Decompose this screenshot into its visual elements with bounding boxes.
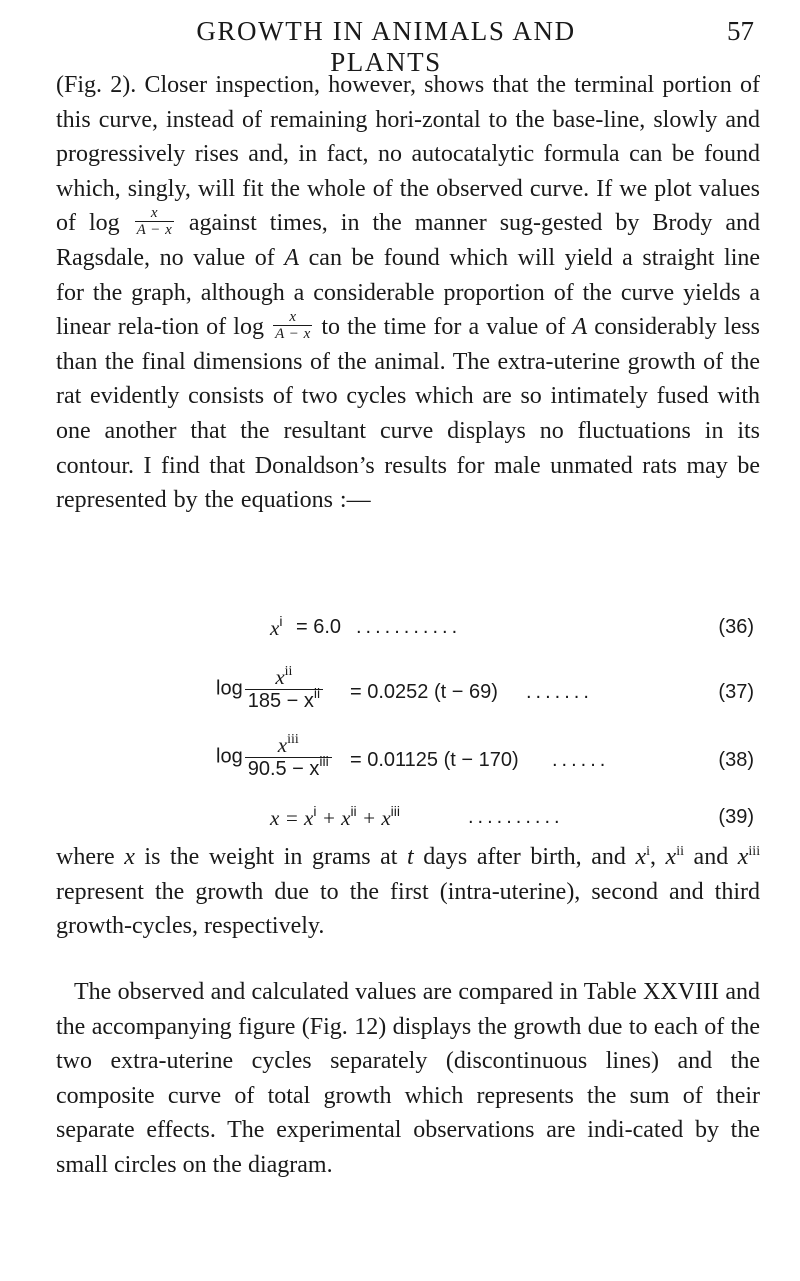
dot-leader: ......	[552, 749, 610, 771]
variable-x3: x	[737, 844, 749, 870]
fraction-x-over-a-minus-x	[273, 310, 312, 342]
equation-fraction	[245, 734, 332, 780]
para2-text-a: where	[56, 844, 115, 870]
running-title: GROWTH IN ANIMALS AND PLANTS	[196, 16, 576, 77]
fraction-denominator: $90.5 - x^{iii}$	[245, 757, 332, 780]
equation-36	[56, 612, 760, 652]
para2-text-c: days after birth, and	[423, 844, 626, 870]
equation-rhs: = 0.01125 (t − 170)	[350, 749, 519, 771]
equation-block	[56, 606, 760, 836]
para1-text-c: can be found which will yield a straight line for the graph, although a considerable proportion of the curve yields a linear rela-tion of log	[56, 244, 761, 341]
para1-text-d: to the time for a value of	[321, 314, 566, 341]
fraction-numerator: x	[150, 204, 158, 221]
equation-37	[56, 662, 760, 720]
para1-text-b: against times, in the manner sug-gested by Brody and Ragsdale, no value of	[56, 210, 760, 271]
variable-x: x	[124, 844, 135, 870]
fraction-denominator: A − x	[275, 325, 311, 342]
equation-number: (38)	[718, 749, 754, 771]
log-label: log	[216, 677, 243, 700]
para1-text-e: considerably less than the final dimensions of the animal. The extra-uterine growth of the rat evidently consists of two cycles which are so intimately fused with one another that the resultant curve displays no fluctuations in its contour. I find that Donaldson’s results for male unmated rats may be represented by the equations :—	[56, 314, 761, 514]
page-number: 57	[727, 16, 754, 46]
equation-number: (36)	[718, 616, 754, 638]
para1-text-a: (Fig. 2). Closer inspection, however, shows that the terminal portion of this curve, instead of remaining hori-zontal to the base-line, slowly and progressively rises and, in fact, no autocatalytic formula can be found which, singly, will fit the whole of the observed curve. If we plot values of log	[56, 72, 760, 237]
dot-leader: .......	[526, 681, 593, 703]
variable-x1: x	[635, 844, 647, 870]
paragraph-3: The observed and calculated values are compared in Table XXVIII and the accompanying figure (Fig. 12) displays the growth due to each of the two extra-uterine cycles separately (discontinuous lines) and the composite curve of total growth which represents the sum of their separate effects. The experimental observations are indi-cated by the small circles on the diagram.	[56, 979, 760, 1178]
variable-x2: x	[665, 844, 677, 870]
variable-a: A	[284, 244, 300, 271]
dot-leader: ..........	[468, 806, 564, 828]
paragraph-2: where x is the weight in grams at t days after birth, and $x^i$, $x^{ii}$ and $x^{iii}$ represent the growth due to the first (intra-uterine), second and third growth-cycles, respectively.	[56, 844, 761, 940]
para2-text-d: represent the growth due to the first (intra-uterine), second and third growth-cycles, respectively.	[56, 878, 760, 940]
fraction-x-over-a-minus-x	[135, 206, 174, 238]
page-header	[0, 16, 800, 77]
equation-39	[56, 802, 760, 842]
equation-lhs: $x^i$	[270, 613, 283, 640]
equation-number: (39)	[718, 806, 754, 828]
fraction-numerator: $x^{ii}$	[275, 664, 293, 689]
variable-t: t	[407, 844, 414, 870]
equation-rhs: = 0.0252 (t − 69)	[350, 681, 498, 703]
fraction-numerator: x	[289, 308, 296, 325]
log-label: log	[216, 745, 243, 768]
equation-number: (37)	[718, 681, 754, 703]
fraction-denominator: A − x	[136, 221, 172, 238]
equation-fraction	[245, 666, 323, 712]
fraction-denominator: $185 - x^{ii}$	[245, 689, 323, 712]
fraction-numerator: $x^{iii}$	[277, 732, 299, 757]
paragraph-1	[56, 68, 760, 518]
dot-leader: ...........	[356, 616, 462, 638]
equation-lhs	[216, 666, 327, 712]
equation-rhs: = 6.0	[296, 616, 342, 638]
equation-38	[56, 730, 760, 788]
variable-a: A	[572, 314, 588, 341]
para2-text-b: is the weight in grams at	[144, 844, 398, 870]
equation-lhs: $x = x^i + x^{ii} + x^{iii}$	[270, 803, 401, 830]
equation-lhs	[216, 734, 336, 780]
